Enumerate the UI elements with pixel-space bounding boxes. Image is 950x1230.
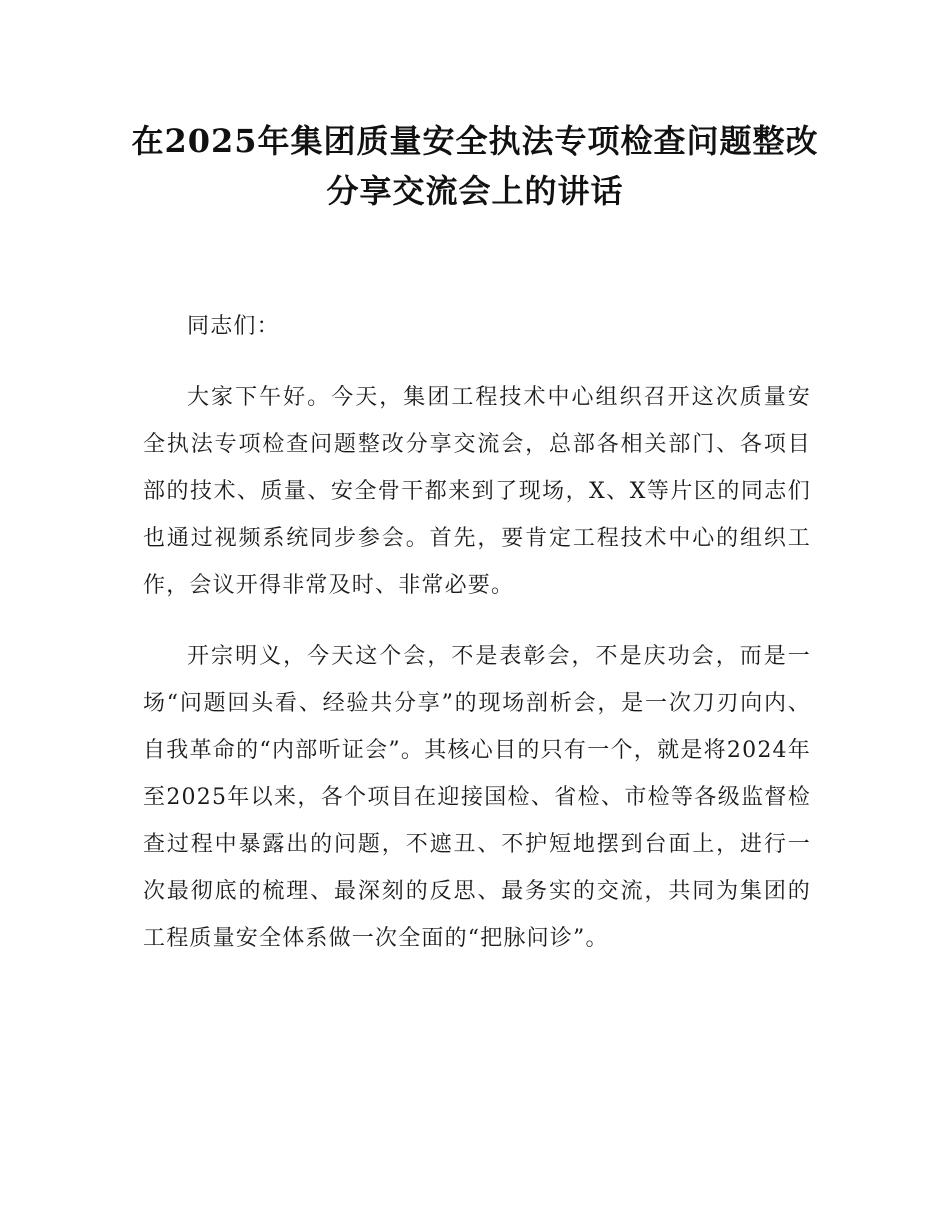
document-body xyxy=(143,303,811,986)
paragraph-purpose: 开宗明义，今天这个会，不是表彰会，不是庆功会，而是一场“问题回头看、经验共分享”的现场剖析会，是一次刀刃向内、自我革命的“内部听证会”。其核心目的只有一个，就是将2024年至2025年以来，各个项目在迎接国检、省检、市检等各级监督检查过程中暴露出的问题，不遮丑、不护短地摆到台面上，进行一次最彻底的梳理、最深刻的反思、最务实的交流，共同为集团的工程质量安全体系做一次全面的“把脉问诊”。 xyxy=(143,644,811,951)
document-title: 在2025年集团质量安全执法专项检查问题整改分享交流会上的讲话 xyxy=(131,122,819,210)
paragraph-opening: 大家下午好。今天，集团工程技术中心组织召开这次质量安全执法专项检查问题整改分享交流会，总部各相关部门、各项目部的技术、质量、安全骨干都来到了现场，X、X等片区的同志们也通过视频系统同步参会。首先，要肯定工程技术中心的组织工作，会议开得非常及时、非常必要。 xyxy=(143,385,811,598)
salutation: 同志们： xyxy=(187,314,280,339)
